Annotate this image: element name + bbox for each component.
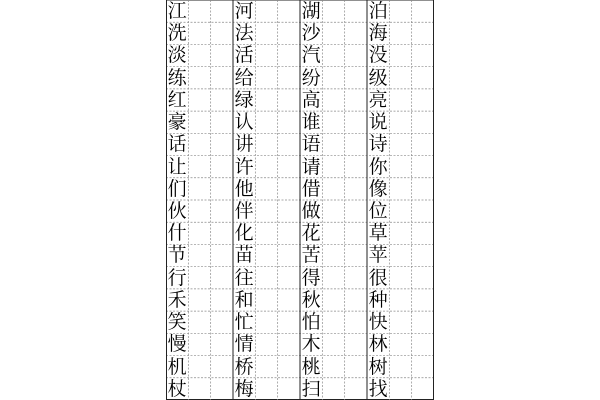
character: 化 xyxy=(234,222,254,245)
char-cell xyxy=(367,111,389,133)
char-cell xyxy=(300,89,322,111)
char-cell xyxy=(367,178,389,200)
char-cell xyxy=(300,22,322,44)
char-cell xyxy=(166,333,188,355)
character: 给 xyxy=(234,66,254,89)
character: 往 xyxy=(234,266,254,289)
character: 泊 xyxy=(368,0,388,22)
character: 红 xyxy=(167,88,187,111)
character: 认 xyxy=(234,111,254,134)
char-cell xyxy=(300,356,322,378)
char-cell xyxy=(233,333,255,355)
character: 法 xyxy=(234,22,254,45)
char-cell xyxy=(367,89,389,111)
char-cell xyxy=(367,156,389,178)
char-cell xyxy=(367,22,389,44)
char-cell xyxy=(166,378,188,400)
character: 练 xyxy=(167,66,187,89)
character: 种 xyxy=(368,288,388,311)
char-cell xyxy=(233,200,255,222)
char-cell xyxy=(166,244,188,266)
character: 草 xyxy=(368,222,388,245)
character: 活 xyxy=(234,44,254,67)
char-cell xyxy=(367,44,389,66)
char-cell xyxy=(233,356,255,378)
char-cell xyxy=(367,356,389,378)
char-cell xyxy=(300,378,322,400)
char-cell xyxy=(300,311,322,333)
char-cell xyxy=(233,133,255,155)
char-cell xyxy=(300,333,322,355)
character: 沙 xyxy=(301,22,321,45)
char-cell xyxy=(166,67,188,89)
char-cell xyxy=(233,289,255,311)
character: 做 xyxy=(301,200,321,222)
char-cell xyxy=(300,200,322,222)
character: 绿 xyxy=(234,88,254,111)
char-cell xyxy=(300,156,322,178)
char-cell xyxy=(367,244,389,266)
character: 秋 xyxy=(301,288,321,311)
character: 怕 xyxy=(301,311,321,334)
char-cell xyxy=(166,156,188,178)
char-cell xyxy=(300,67,322,89)
char-cell xyxy=(233,178,255,200)
character: 湖 xyxy=(301,0,321,22)
character: 河 xyxy=(234,0,254,22)
character: 行 xyxy=(167,266,187,289)
character: 得 xyxy=(301,266,321,289)
character: 情 xyxy=(234,333,254,356)
char-cell xyxy=(166,200,188,222)
character: 快 xyxy=(368,311,388,334)
char-cell xyxy=(367,0,389,22)
character: 江 xyxy=(167,0,187,22)
character: 树 xyxy=(368,355,388,378)
character: 你 xyxy=(368,155,388,178)
character: 让 xyxy=(167,155,187,178)
character: 苗 xyxy=(234,244,254,267)
char-cell xyxy=(233,244,255,266)
character: 纷 xyxy=(301,66,321,89)
char-cell xyxy=(233,0,255,22)
character: 们 xyxy=(167,177,187,200)
character: 话 xyxy=(167,133,187,156)
character: 像 xyxy=(368,177,388,200)
character: 位 xyxy=(368,200,388,222)
character: 扫 xyxy=(301,377,321,400)
character: 语 xyxy=(301,133,321,156)
char-cell xyxy=(233,378,255,400)
char-cell xyxy=(233,222,255,244)
character: 桥 xyxy=(234,355,254,378)
character: 梅 xyxy=(234,377,254,400)
char-cell xyxy=(166,0,188,22)
character: 淡 xyxy=(167,44,187,67)
char-cell xyxy=(367,289,389,311)
char-cell xyxy=(166,267,188,289)
char-cell xyxy=(300,178,322,200)
character: 桃 xyxy=(301,355,321,378)
character: 慢 xyxy=(167,333,187,356)
char-cell xyxy=(300,222,322,244)
char-cell xyxy=(367,267,389,289)
char-cell xyxy=(166,111,188,133)
character: 没 xyxy=(368,44,388,67)
character: 级 xyxy=(368,66,388,89)
char-cell xyxy=(233,111,255,133)
char-cell xyxy=(367,311,389,333)
char-cell xyxy=(300,289,322,311)
character: 苹 xyxy=(368,244,388,267)
character: 谁 xyxy=(301,111,321,134)
character: 笑 xyxy=(167,311,187,334)
character: 许 xyxy=(234,155,254,178)
character: 豪 xyxy=(167,111,187,134)
char-cell xyxy=(166,133,188,155)
char-cell xyxy=(166,22,188,44)
char-cell xyxy=(300,44,322,66)
char-cell xyxy=(166,311,188,333)
char-cell xyxy=(166,44,188,66)
character: 林 xyxy=(368,333,388,356)
character: 借 xyxy=(301,177,321,200)
character: 和 xyxy=(234,288,254,311)
character: 杖 xyxy=(167,377,187,400)
character: 伴 xyxy=(234,200,254,222)
character: 很 xyxy=(368,266,388,289)
character: 诗 xyxy=(368,133,388,156)
char-cell xyxy=(367,200,389,222)
character: 汽 xyxy=(301,44,321,67)
char-cell xyxy=(300,111,322,133)
char-cell xyxy=(367,378,389,400)
char-cell xyxy=(233,44,255,66)
character: 讲 xyxy=(234,133,254,156)
character: 高 xyxy=(301,88,321,111)
character: 禾 xyxy=(167,288,187,311)
practice-sheet xyxy=(166,0,434,400)
char-cell xyxy=(166,289,188,311)
character: 找 xyxy=(368,377,388,400)
char-cell xyxy=(300,133,322,155)
char-cell xyxy=(166,178,188,200)
char-cell xyxy=(300,0,322,22)
character: 他 xyxy=(234,177,254,200)
char-cell xyxy=(233,67,255,89)
char-cell xyxy=(233,267,255,289)
character: 海 xyxy=(368,22,388,45)
char-cell xyxy=(166,89,188,111)
char-cell xyxy=(367,67,389,89)
character: 洗 xyxy=(167,22,187,45)
character: 亮 xyxy=(368,88,388,111)
char-cell xyxy=(300,267,322,289)
char-cell xyxy=(367,333,389,355)
char-cell xyxy=(300,244,322,266)
char-cell xyxy=(166,222,188,244)
char-cell xyxy=(367,133,389,155)
character: 花 xyxy=(301,222,321,245)
char-cell xyxy=(233,22,255,44)
character: 忙 xyxy=(234,311,254,334)
char-cell xyxy=(367,222,389,244)
char-cell xyxy=(233,311,255,333)
character: 木 xyxy=(301,333,321,356)
character: 伙 xyxy=(167,200,187,222)
character: 节 xyxy=(167,244,187,267)
character: 说 xyxy=(368,111,388,134)
char-cell xyxy=(233,156,255,178)
character: 苦 xyxy=(301,244,321,267)
char-cell xyxy=(233,89,255,111)
character: 什 xyxy=(167,222,187,245)
character: 机 xyxy=(167,355,187,378)
character: 请 xyxy=(301,155,321,178)
char-cell xyxy=(166,356,188,378)
